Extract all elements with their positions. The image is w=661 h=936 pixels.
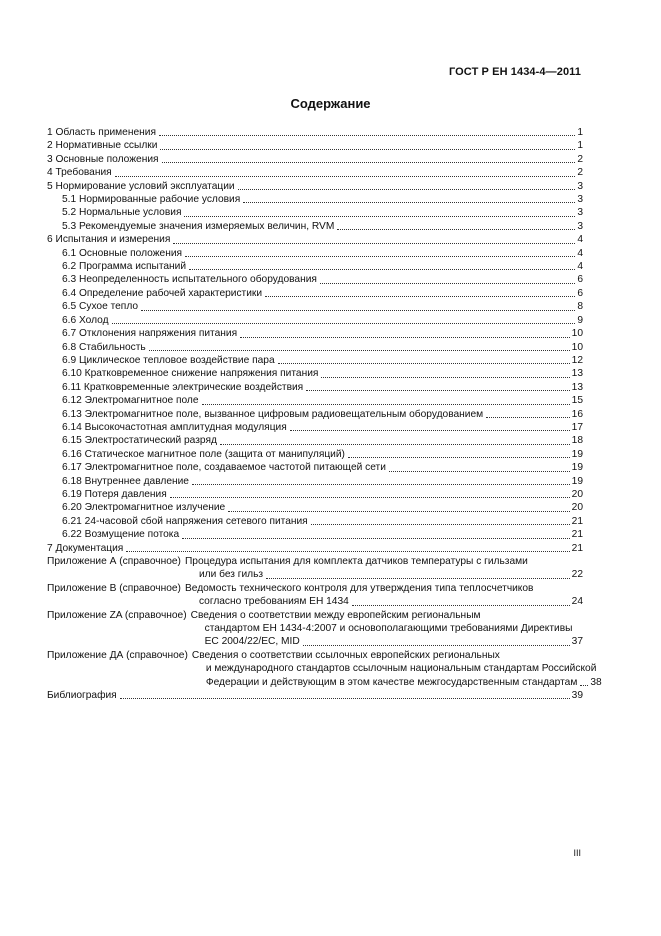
toc-subentry[interactable] [47,206,583,219]
toc-entry-page: 21 [571,529,583,541]
dot-leader [290,429,570,431]
toc-entry-label: 6.15 Электростатический разряд [62,435,217,447]
dot-leader [170,496,570,498]
toc-entry-label: 6.5 Сухое тепло [62,301,139,313]
toc-entry-page: 9 [577,314,583,326]
toc-entry-label: 1 Область применения [47,127,156,138]
toc-entry-page: 1 [577,140,583,152]
toc-entry-page: 21 [571,542,583,554]
toc-entry-page: 13 [571,381,583,393]
dot-leader [240,336,570,338]
dot-leader [320,282,575,284]
toc-entry-page: 17 [571,421,583,433]
toc-subentry[interactable] [47,247,583,260]
toc-entry[interactable] [47,153,583,166]
toc-entry-page: 22 [571,569,583,581]
toc-entry-page: 10 [571,328,583,340]
toc-subentry[interactable] [47,273,583,286]
toc-subentry[interactable] [47,327,583,340]
dot-leader [389,470,570,472]
toc-entry-label: 5 Нормирование условий эксплуатации [47,180,235,192]
appendix-title-line: и международного стандартов ссылочным национальным стандартам Российской [205,663,597,675]
toc-entry-label: 6.17 Электромагнитное поле, создаваемое частотой питающей сети [62,462,386,474]
toc-subentry[interactable] [47,341,583,354]
toc-subentry[interactable] [47,314,583,327]
toc-subentry[interactable] [47,260,583,273]
dot-leader [185,255,575,257]
dot-leader [580,684,588,686]
toc-entry-page: 10 [571,341,583,353]
dot-leader [265,295,575,297]
toc-entry-page: 8 [577,301,583,313]
toc-subentry[interactable] [47,408,583,421]
toc-title: Содержание [290,96,371,111]
toc-entry-label: Библиография [47,690,117,702]
toc-entry-label: 6.12 Электромагнитное поле [62,395,199,407]
toc-entry-page: 4 [577,247,583,259]
dot-leader [243,201,575,203]
toc-entry[interactable] [47,139,583,152]
dot-leader [220,443,570,445]
toc-appendix-da[interactable] [47,649,602,689]
toc-subentry[interactable] [47,515,583,528]
dot-leader [352,604,570,606]
toc-entry-page: 15 [571,395,583,407]
toc-entry-page: 19 [571,462,583,474]
toc-subentry[interactable] [47,381,583,394]
toc-entry[interactable] [47,180,583,193]
toc-entry-label: 7 Документация [47,542,124,554]
dot-leader [115,175,576,177]
toc-entry-label: 6.6 Холод [62,314,109,326]
dot-leader [173,242,575,244]
toc-entry-page: 20 [571,502,583,514]
toc-entry-page: 6 [577,287,583,299]
toc-entry-label: 6.21 24-часовой сбой напряжения сетевого питания [62,515,308,527]
toc-entry-page: 6 [577,274,583,286]
toc-entry-label: 5.3 Рекомендуемые значения измеряемых величин, RVM [62,220,335,232]
toc-appendix-b[interactable] [47,582,583,609]
toc-entry-label: 6.2 Программа испытаний [62,261,187,273]
dot-leader [192,483,570,485]
dot-leader [202,403,570,405]
toc-entry-label: 6.11 Кратковременные электрические воздействия [62,381,304,393]
toc-subentry[interactable] [47,394,583,407]
toc-subentry[interactable] [47,528,583,541]
toc-subentry[interactable] [47,220,583,233]
toc-appendix-a[interactable] [47,555,583,582]
toc-entry-label: 6.8 Стабильность [62,341,146,353]
toc-subentry[interactable] [47,434,583,447]
toc-entry-page: 4 [577,261,583,273]
toc-entry-label: 3 Основные положения [47,153,159,165]
dot-leader [321,376,569,378]
toc-entry-page: 38 [590,676,602,688]
dot-leader [311,523,570,525]
toc-entry-label: 6.10 Кратковременное снижение напряжения питания [62,368,319,380]
appendix-title-line: стандартом ЕН 1434-4:2007 и основополагающими требованиями Директивы [204,623,573,635]
toc-entry-label: 6.9 Циклическое тепловое воздействие пара [62,354,275,366]
appendix-title-line: ЕС 2004/22/ЕС, MID [204,636,300,648]
toc-bibliography[interactable] [47,689,583,702]
toc-entry-page: 3 [577,180,583,192]
appendix-title-line: Сведения о соответствии между европейским региональным [190,609,481,621]
toc-entry-label: 5.1 Нормированные рабочие условия [62,194,241,206]
toc-subentry[interactable] [47,354,583,367]
toc-entry-label: 6.16 Статическое магнитное поле (защита от манипуляций) [62,448,345,460]
toc-entry-page: 3 [577,194,583,206]
appendix-title-line: Процедура испытания для комплекта датчиков температуры с гильзами [184,556,528,567]
dot-leader [112,322,576,324]
appendix-label: Приложение ДА (справочное) [47,649,188,661]
dot-leader [278,362,570,364]
toc-entry-label: 6.7 Отклонения напряжения питания [62,328,238,340]
toc-entry-label: 6.1 Основные положения [62,247,183,259]
toc-entry-label: 6.20 Электромагнитное излучение [62,502,226,514]
appendix-title-line: согласно требованиям ЕН 1434 [198,596,349,608]
toc-entry-label: 6.19 Потеря давления [62,488,167,500]
toc-entry-page: 12 [571,354,583,366]
toc-entry[interactable] [47,166,583,179]
toc-entry-label: 6.13 Электромагнитное поле, вызванное цифровым радиовещательным оборудованием [62,408,484,420]
toc-entry-page: 37 [571,636,583,648]
toc-entry-label: 6.22 Возмущение потока [62,529,180,541]
dot-leader [486,416,569,418]
appendix-title-line: Ведомость технического контроля для утверждения типа теплосчетчиков [184,582,534,594]
toc-entry-label: 6.3 Неопределенность испытательного оборудования [62,274,317,286]
dot-leader [238,188,576,190]
toc-subentry[interactable] [47,367,583,380]
dot-leader [160,148,575,150]
toc-entry-label: 6.4 Определение рабочей характеристики [62,287,263,299]
dot-leader [306,389,569,391]
dot-leader [120,697,570,699]
toc-subentry[interactable] [47,193,583,206]
dot-leader [184,215,575,217]
toc-entry-page: 21 [571,515,583,527]
dot-leader [337,228,575,230]
toc-entry-label: 2 Нормативные ссылки [47,140,158,152]
toc-entry-page: 24 [571,596,583,608]
toc-subentry[interactable] [47,501,583,514]
toc-subentry[interactable] [47,488,583,501]
dot-leader [348,456,570,458]
dot-leader [228,510,569,512]
toc-entry-page: 3 [577,207,583,219]
dot-leader [182,537,570,539]
toc-entry-page: 19 [571,475,583,487]
toc-entry-label: 5.2 Нормальные условия [62,207,182,219]
toc-subentry[interactable] [47,475,583,488]
toc-entry-page: 18 [571,435,583,447]
appendix-title-line: или без гильз [198,569,264,581]
toc-entry-page: 3 [577,220,583,232]
appendix-title-line: Сведения о соответствии ссылочных европейских региональных [191,649,500,661]
toc-entry[interactable] [47,233,583,246]
document-code: ГОСТ Р ЕН 1434-4—2011 [448,66,581,78]
page-number: III [573,848,581,858]
toc-entry-label: 6.14 Высокочастотная амплитудная модуляция [62,421,287,433]
toc-subentry[interactable] [47,287,583,300]
dot-leader [126,550,569,552]
toc-subentry[interactable] [47,448,583,461]
toc-entry[interactable] [47,542,583,555]
toc-subentry[interactable] [47,300,583,313]
toc-entry-label: 4 Требования [47,167,112,179]
toc-entry-label: 6 Испытания и измерения [47,234,171,246]
toc-entry-page: 13 [571,368,583,380]
toc-subentry[interactable] [47,461,583,474]
dot-leader [189,268,575,270]
dot-leader [303,644,570,646]
appendix-title-line: Федерации и действующим в этом качестве межгосударственным стандартам [205,676,578,688]
toc-appendix-za[interactable] [47,609,583,649]
table-of-contents [47,126,602,702]
toc-entry-page: 16 [571,408,583,420]
dot-leader [149,349,570,351]
toc-entry-page: 20 [571,488,583,500]
toc-entry-page: 2 [577,167,583,179]
dot-leader [162,161,576,163]
dot-leader [141,309,575,311]
toc-entry-page: 4 [577,234,583,246]
toc-entry[interactable] [47,126,583,139]
appendix-label: Приложение ZA (справочное) [47,609,187,621]
toc-entry-label: 6.18 Внутреннее давление [62,475,189,487]
appendix-label: Приложение В (справочное) [47,582,181,594]
toc-entry-page: 19 [571,448,583,460]
dot-leader [266,577,570,579]
toc-entry-page: 2 [577,153,583,165]
appendix-label: Приложение А (справочное) [47,556,181,567]
dot-leader [159,134,575,136]
toc-entry-page: 39 [571,690,583,702]
toc-subentry[interactable] [47,421,583,434]
toc-entry-page: 1 [577,127,583,138]
